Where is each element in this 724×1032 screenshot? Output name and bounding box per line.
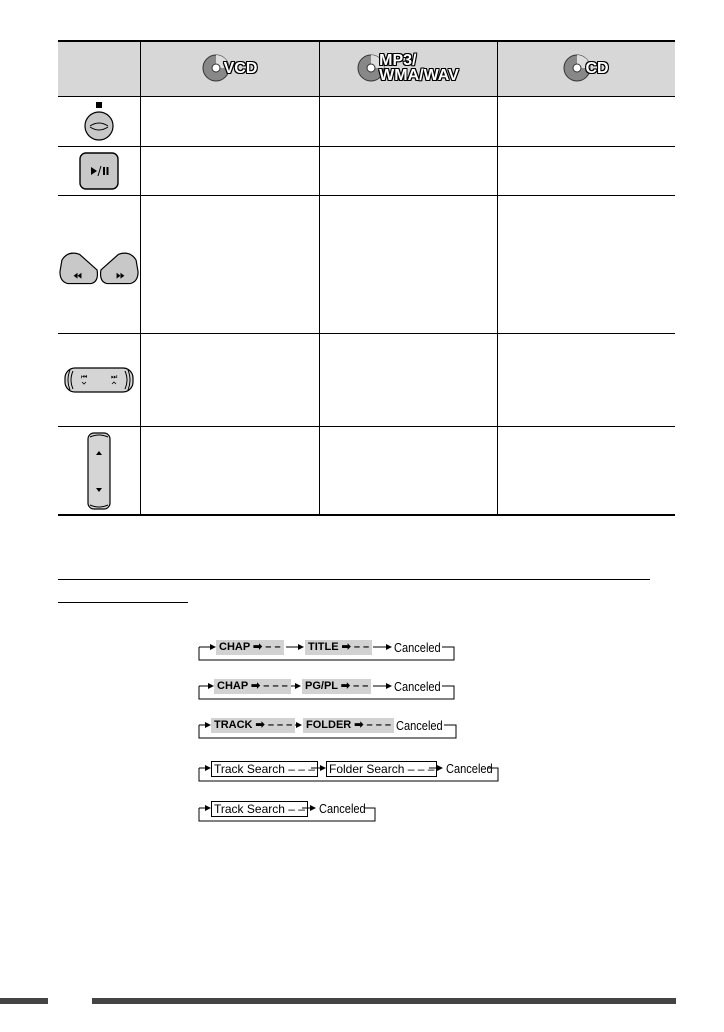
prev-next-control-icon [58,334,140,426]
header-cd [497,40,675,96]
row-divider [58,195,675,196]
vcd-label: VCD [223,59,258,77]
cd-label: CD [585,59,609,77]
column-divider [140,40,141,515]
flow-end-label: Canceled [446,761,493,776]
svg-text:⏭: ⏭ [111,374,118,381]
flow-diagram-1 [198,640,458,662]
flow-diagram-4 [198,761,503,783]
flow-item: Track Search – – – [211,761,318,777]
flow-item: CHAP ➡ – – [216,640,284,655]
mp3-label: MP3/ [379,52,417,69]
footer-bar-right [92,998,676,1004]
play-pause-button-icon [58,147,140,195]
flow-item: TITLE ➡ – – [305,640,372,655]
flow-item: CHAP ➡ – – – [214,679,291,694]
flow-diagram-3 [198,718,460,740]
flow-end-label: Canceled [319,801,366,816]
wma-wav-label: WMA/WAV [379,67,459,84]
flow-end-label: Canceled [394,640,441,655]
column-divider [319,40,320,515]
header-vcd [140,40,319,96]
section-rule-short [58,602,188,603]
mp3-wma-wav-logo [357,53,459,83]
section-rule [58,579,650,580]
skip-rewind-forward-buttons-icon [58,196,140,333]
mp3-wma-wav-label [379,53,459,83]
row-divider [58,333,675,334]
function-table [58,40,675,515]
flow-end-label: Canceled [394,679,441,694]
up-down-control-icon [58,427,140,515]
flow-diagram-2 [198,679,458,701]
flow-end-label: Canceled [396,718,443,733]
row-divider [58,96,675,97]
flow-item: PG/PL ➡ – – [302,679,371,694]
column-divider [497,40,498,515]
flow-diagram-5 [198,801,380,823]
cd-logo [563,54,608,82]
stop-button-icon [58,97,140,146]
row-divider [58,426,675,427]
row-divider [58,146,675,147]
table-bottom-border [58,514,675,516]
flow-item: FOLDER ➡ – – – [303,718,394,733]
flow-item: TRACK ➡ – – – [211,718,295,733]
header-mp3-wma-wav [319,40,497,96]
flow-item: Track Search – – [211,801,308,817]
footer-bar-left [0,998,48,1004]
svg-text:⏮: ⏮ [81,374,88,381]
vcd-logo [202,54,258,82]
flow-item: Folder Search – – – [326,761,437,777]
